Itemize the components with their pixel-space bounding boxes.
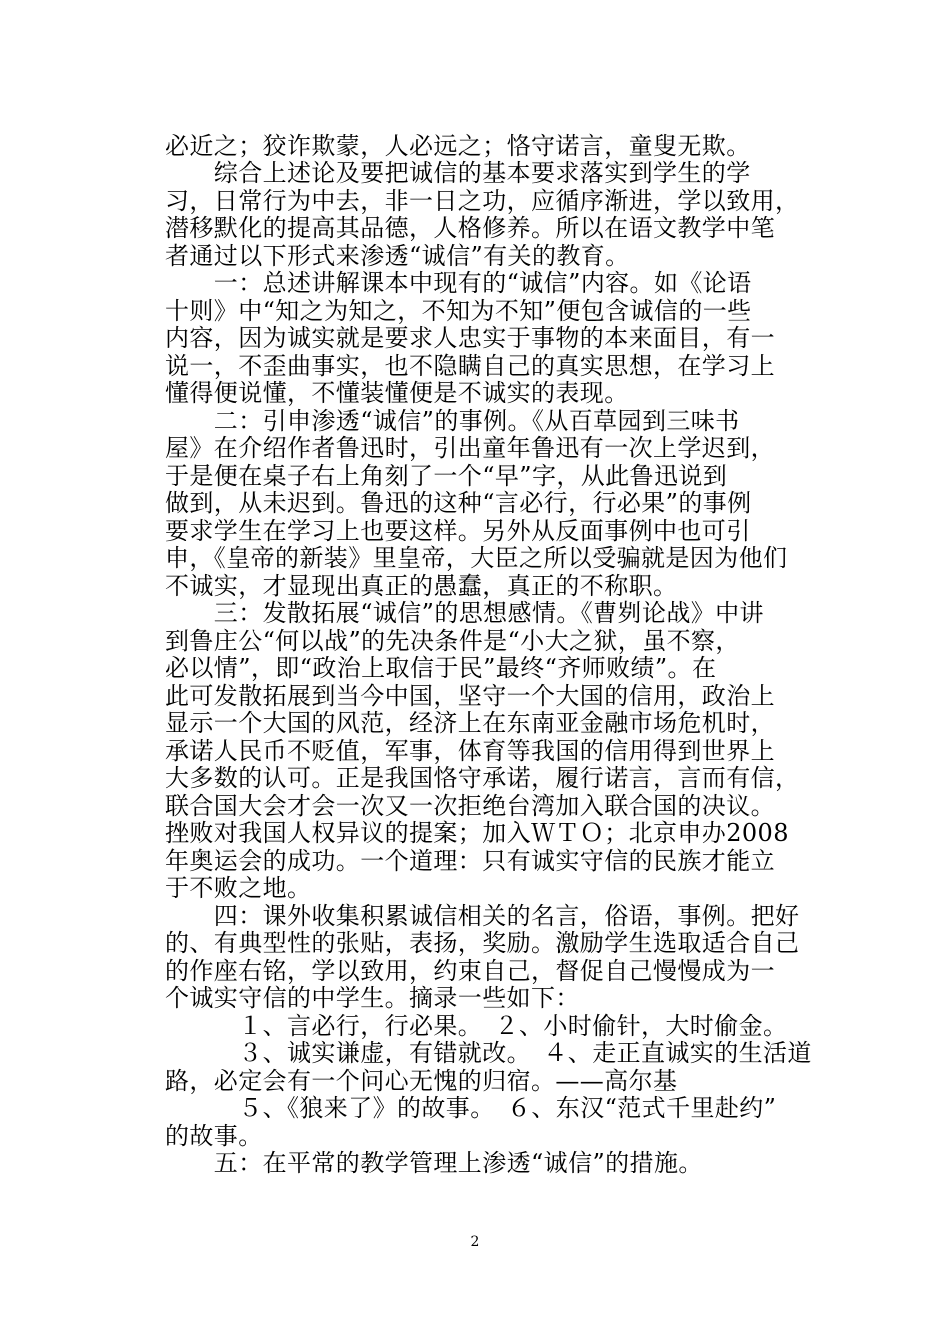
text-line: 一：总述讲解课本中现有的“诚信”内容。如《论语 xyxy=(165,269,752,297)
text-line: 潜移默化的提高其品德，人格修养。所以在语文教学中笔 xyxy=(165,214,775,242)
text-line: 显示一个大国的风范，经济上在东南亚金融市场危机时， xyxy=(165,709,775,737)
text-line: 承诺人民币不贬值，军事，体育等我国的信用得到世界上 xyxy=(165,737,775,765)
text-line: 于不败之地。 xyxy=(165,874,312,902)
text-line: 必近之；狡诈欺蒙，人必远之；恪守诺言，童叟无欺。 xyxy=(165,132,751,160)
text-line: 内容，因为诚实就是要求人忠实于事物的本来面目，有一 xyxy=(165,324,775,352)
text-line: 综合上述论及要把诚信的基本要求落实到学生的学 xyxy=(165,159,751,187)
text-line: 的、有典型性的张贴，表扬，奖励。激励学生选取适合自己 xyxy=(165,929,800,957)
text-line: 习，日常行为中去，非一日之功，应循序渐进，学以致用， xyxy=(165,187,800,215)
text-line: 的作座右铭，学以致用，约束自己，督促自己慢慢成为一 xyxy=(165,957,775,985)
page-number: 2 xyxy=(470,1234,480,1250)
text-line: 十则》中“知之为知之，不知为不知”便包含诚信的一些 xyxy=(165,297,752,325)
text-line: 申，《皇帝的新装》里皇帝，大臣之所以受骗就是因为他们 xyxy=(165,544,788,572)
text-line: 个诚实守信的中学生。摘录一些如下： xyxy=(165,984,580,1012)
text-line: 四：课外收集积累诚信相关的名言，俗语，事例。把好 xyxy=(165,902,800,930)
text-line: 说一，不歪曲事实，也不隐瞒自己的真实思想，在学习上 xyxy=(165,352,775,380)
text-line: 大多数的认可。正是我国恪守承诺，履行诺言，言而有信， xyxy=(165,764,800,792)
text-line: 年奥运会的成功。一个道理：只有诚实守信的民族才能立 xyxy=(165,847,775,875)
text-line: 五：在平常的教学管理上渗透“诚信”的措施。 xyxy=(165,1149,703,1177)
text-line: １、言必行，行必果。 ２、小时偷针，大时偷金。 xyxy=(165,1012,788,1040)
text-line: 三：发散拓展“诚信”的思想感情。《曹刿论战》中讲 xyxy=(165,599,764,627)
text-line: 到鲁庄公“何以战”的先决条件是“小大之狱，虽不察， xyxy=(165,627,740,655)
text-line: 二：引申渗透“诚信”的事例。《从百草园到三味书 xyxy=(165,407,740,435)
text-line: 此可发散拓展到当今中国，坚守一个大国的信用，政治上 xyxy=(165,682,775,710)
text-line: 于是便在桌子右上角刻了一个“早”字，从此鲁迅说到 xyxy=(165,462,728,490)
text-line: 路，必定会有一个问心无愧的归宿。——高尔基 xyxy=(165,1067,678,1095)
text-line: 屋》在介绍作者鲁迅时，引出童年鲁迅有一次上学迟到， xyxy=(165,434,775,462)
text-line: 的故事。 xyxy=(165,1122,263,1150)
text-line: 必以情”，即“政治上取信于民”最终“齐师败绩”。在 xyxy=(165,654,717,682)
text-line: 做到，从未迟到。鲁迅的这种“言必行，行必果”的事例 xyxy=(165,489,752,517)
text-line: 不诚实，才显现出真正的愚蠢，真正的不称职。 xyxy=(165,572,678,600)
text-line: ５、《狼来了》的故事。 ６、东汉“范式千里赴约” xyxy=(165,1094,777,1122)
text-line: 挫败对我国人权异议的提案；加入ＷＴＯ；北京申办2008 xyxy=(165,819,789,847)
text-line: 联合国大会才会一次又一次拒绝台湾加入联合国的决议。 xyxy=(165,792,775,820)
text-line: 要求学生在学习上也要这样。另外从反面事例中也可引 xyxy=(165,517,751,545)
text-line: ３、诚实谦虚，有错就改。 ４、走正直诚实的生活道 xyxy=(165,1039,812,1067)
text-line: 懂得便说懂，不懂装懂便是不诚实的表现。 xyxy=(165,379,629,407)
text-line: 者通过以下形式来渗透“诚信”有关的教育。 xyxy=(165,242,630,270)
